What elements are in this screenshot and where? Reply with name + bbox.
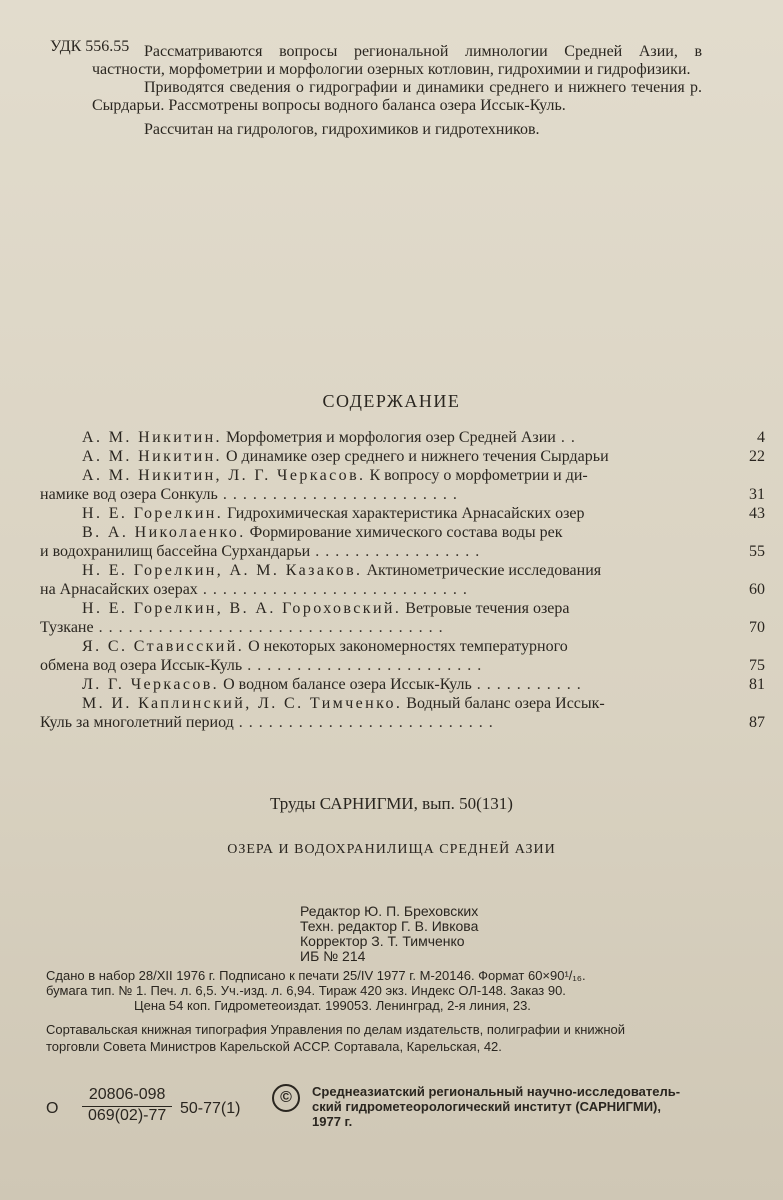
toc-title: О водном балансе озера Иссык-Куль [223,676,472,693]
toc-dot-leader: . . . . . . . . . . . . . . . . . [310,543,481,560]
code-denominator: 069(02)-77 [82,1106,172,1125]
code-numerator: 20806-098 [88,1086,166,1103]
toc-entry [40,637,765,675]
toc-line [40,713,765,732]
toc-dot-leader: . . . . . . . . . . . . . . . . . . . . . . . . [217,486,458,503]
annotation [92,43,702,139]
toc-title: Актинометрические исследования [366,562,602,579]
toc-line [40,561,765,580]
toc-page-number: 43 [749,505,765,522]
toc-line [40,542,765,561]
toc-title: Ветровые течения озера [405,600,570,617]
imprint-line: Цена 54 коп. Гидрометеоиздат. 199053. Ленинград, 2-я линия, 23. [134,998,531,1013]
toc-dot-leader: . . . . . . . . . . . . . . . . . . . . . . . . . . [233,714,494,731]
editorial-credits [300,904,478,964]
toc-page-number: 75 [749,657,765,674]
toc-line [40,504,765,523]
toc-dot-leader: . . . . . . . . . . . . . . . . . . . . . . . . . . . [197,581,468,598]
copyright-line: 1977 г. [312,1114,353,1129]
annotation-paragraph: Приводятся сведения о гидрографии и динамики среднего и нижнего течения р. Сырдарьи. Рассмотрены вопросы водного баланса озера Иссык-Куль. [92,79,702,114]
toc-title-continuation: обмена вод озера Иссык-Куль [40,657,243,674]
annotation-paragraph: Рассматриваются вопросы региональной лимнологии Средней Азии, в частности, морфометрии и морфологии озерных котловин, гидрохимии и гидрофизики. [92,43,702,78]
toc-line [40,694,765,713]
table-of-contents [40,428,765,732]
credit-line: Редактор Ю. П. Бреховских [300,903,479,919]
toc-line [40,675,765,694]
toc-line [40,428,765,447]
copyright-line: Среднеазиатский региональный научно-исследователь- [312,1084,681,1099]
series-title: Труды САРНИГМИ, вып. 50(131) [270,794,513,813]
toc-entry [40,694,765,732]
toc-title: Морфометрия и морфология озер Средней Азии [225,429,556,446]
toc-line [40,618,765,637]
toc-heading: СОДЕРЖАНИЕ [322,391,461,411]
toc-title-continuation: Куль за многолетний период [40,714,234,731]
credit-line: Корректор З. Т. Тимченко [300,933,465,949]
imprint-line: бумага тип. № 1. Печ. л. 6,5. Уч.-изд. л. 6,94. Тираж 420 экз. Индекс ОЛ-148. Заказ 90. [46,983,566,998]
toc-title-continuation: намике вод озера Сонкуль [40,486,218,503]
copyright-icon: © [272,1084,300,1112]
toc-dot-leader: . . . . . . . . . . . [471,676,582,693]
toc-dot-leader: . . . . . . . . . . . . . . . . . . . . . . . . . . . . . . . . . . . [93,619,444,636]
copyright-line: ский гидрометеорологический институт (САРНИГМИ), [312,1099,662,1114]
toc-entry [40,466,765,504]
toc-author: Я. С. Стависский. [82,638,245,655]
toc-title: О динамике озер среднего и нижнего течения Сырдарьи [225,448,609,465]
toc-page-number: 22 [749,448,765,465]
toc-author: А. М. Никитин, Л. Г. Черкасов. [82,467,366,484]
toc-page-number: 81 [749,676,765,693]
toc-title-continuation: на Арнасайских озерах [40,581,198,598]
toc-line [40,485,765,504]
toc-title: Формирование химического состава воды рек [249,524,563,541]
toc-entry [40,599,765,637]
code-prefix: О [46,1100,59,1117]
toc-dot-leader: . . . . . . . . . . . . . . . . . . . . . . . . [242,657,483,674]
toc-entry [40,523,765,561]
toc-page-number: 87 [749,714,765,731]
toc-entry [40,428,765,447]
toc-entry [40,561,765,599]
imprint-info [46,968,766,1013]
toc-line [40,656,765,675]
toc-title: Водный баланс озера Иссык- [406,695,605,712]
udk-code: УДК 556.55 [50,38,130,55]
toc-page-number: 60 [749,581,765,598]
toc-title: К вопросу о морфометрии и ди- [369,467,588,484]
toc-title: О некоторых закономерностях температурного [248,638,568,655]
toc-entry [40,504,765,523]
toc-page-number: 70 [749,619,765,636]
toc-title-continuation: Тузкане [40,619,94,636]
toc-line [40,466,765,485]
credit-line: Техн. редактор Г. В. Ивкова [300,918,479,934]
toc-line [40,637,765,656]
book-title: ОЗЕРА И ВОДОХРАНИЛИЩА СРЕДНЕЙ АЗИИ [227,842,556,857]
toc-title: Гидрохимическая характеристика Арнасайских озер [227,505,585,522]
printing-house-line: торговли Совета Министров Карельской АССР. Сортавала, Карельская, 42. [46,1039,502,1054]
toc-author: М. И. Каплинский, Л. С. Тимченко. [82,695,403,712]
credit-line: ИБ № 214 [300,948,366,964]
toc-line [40,580,765,599]
printing-house-line: Сортавальская книжная типография Управления по делам издательств, полиграфии и книжной [46,1022,626,1037]
toc-author: Н. Е. Горелкин. [82,505,224,522]
toc-author: В. А. Николаенко. [82,524,246,541]
imprint-line: Сдано в набор 28/XII 1976 г. Подписано к печати 25/IV 1977 г. М-20146. Формат 60×90¹/₁₆. [46,968,586,983]
toc-page-number: 4 [757,429,765,446]
copyright-text [312,1084,772,1129]
toc-author: Н. Е. Горелкин, В. А. Гороховский. [82,600,402,617]
toc-entry [40,447,765,466]
code-suffix: 50-77(1) [180,1100,241,1117]
toc-line [40,523,765,542]
toc-line [40,599,765,618]
toc-author: А. М. Никитин. [82,429,222,446]
toc-author: Н. Е. Горелкин, А. М. Казаков. [82,562,363,579]
toc-dot-leader: . . [555,429,576,446]
toc-page-number: 55 [749,543,765,560]
toc-line [40,447,765,466]
toc-page-number: 31 [749,486,765,503]
toc-author: Л. Г. Черкасов. [82,676,220,693]
toc-entry [40,675,765,694]
annotation-paragraph: Рассчитан на гидрологов, гидрохимиков и гидротехников. [144,121,540,138]
toc-author: А. М. Никитин. [82,448,222,465]
toc-title-continuation: и водохранилищ бассейна Сурхандарьи [40,543,311,560]
printing-house [46,1021,766,1055]
code-fraction [82,1086,172,1125]
